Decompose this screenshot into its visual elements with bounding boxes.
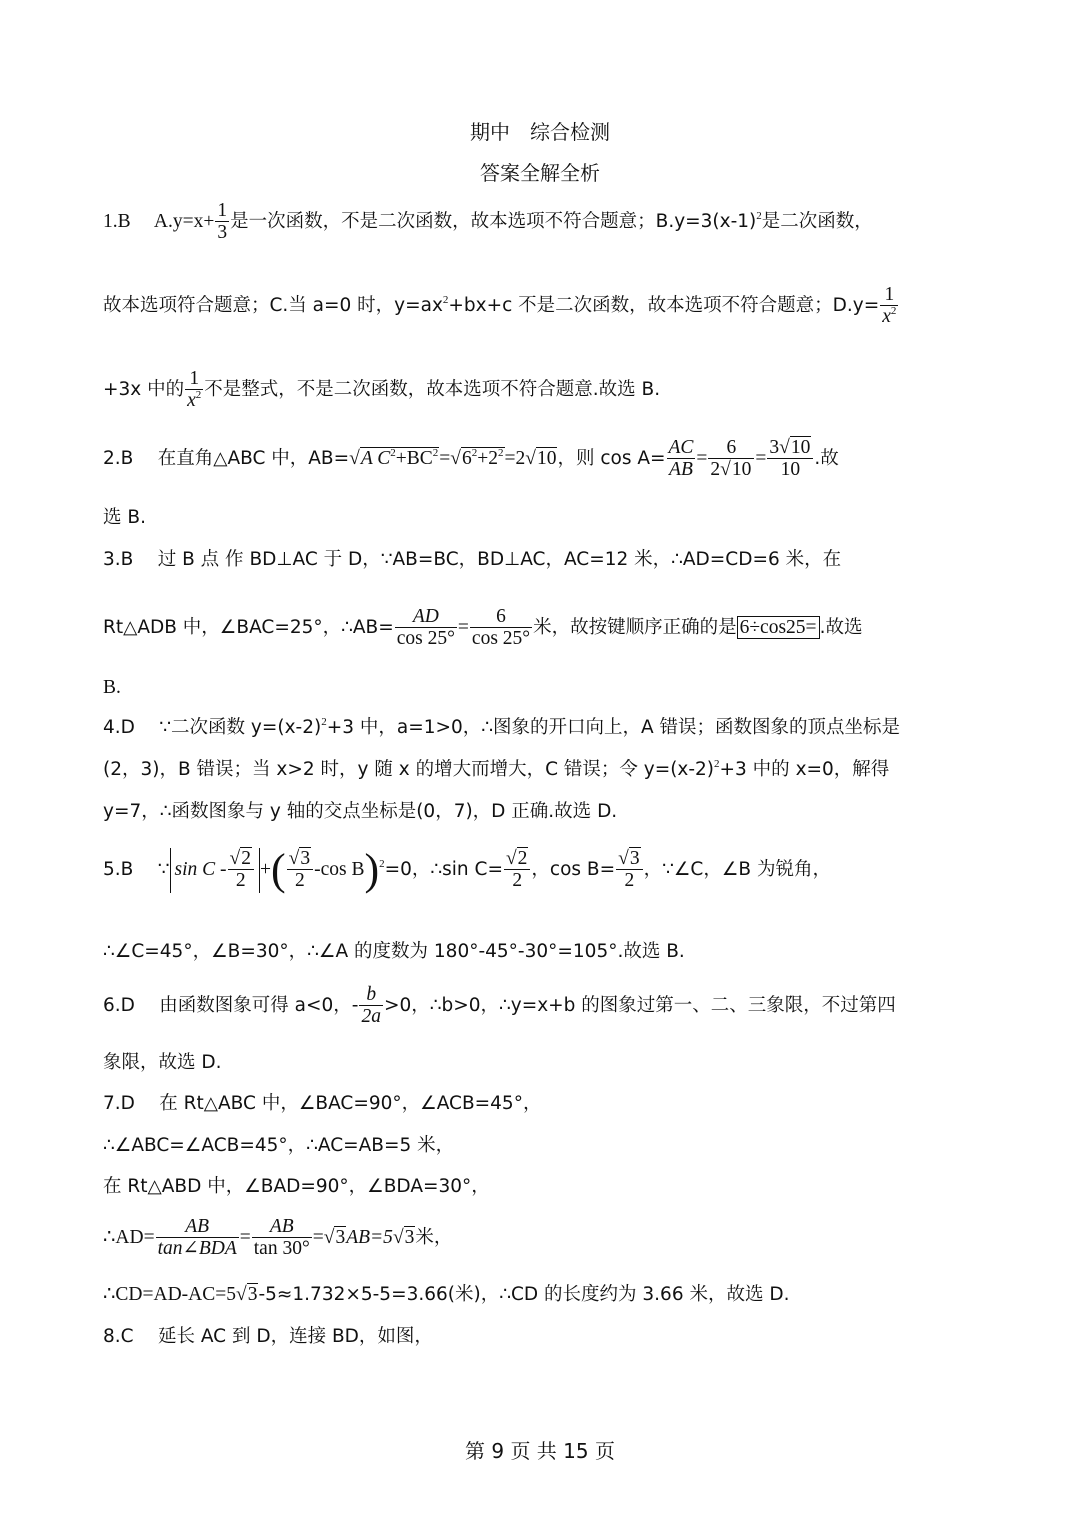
q1-line3: +3x 中的 $\frac{1}{x^2}$ 不是整式，不是二次函数，故本选项不符合题意.故选 B. [103,368,661,412]
fraction-ac-ab: $\frac{AC}{AB}$ [668,437,694,481]
radical-ac-bc: A $C^2+BC^2$ [360,446,439,469]
q4-line2: (2，3)，B 错误；当 x>2 时，y 随 x 的增大而增大，C 错误；令 $y=(x-2)^2+3$ 中的 x=0，解得 [103,758,890,780]
key-sequence-box: 6÷cos25= [737,616,820,639]
q3-line3: B. [103,677,121,698]
fraction-3sqrt10-over-10: $\frac{3√10}{10}$ [767,437,813,482]
fraction-sqrt3-over-2: $\frac{√3}{2}$ [616,848,642,893]
q5-line1: 5.B ∵ sin C - $\frac{√2}{2}$ +( $\frac{√3}{2}$ -cos B)$^2$=0，∴sin C= $\frac{√2}{2}$ ，cos B= $\frac{√3}{2}$ ，∵∠C，∠B 为锐角， [103,845,832,895]
q2-line1: 2.B 在直角△ABC 中，AB=√A $C^2+BC^2=√6^2+2^2=2√10$，则 cos A= $\frac{AC}{AB}$ = $\frac{6}{2√10}$ = $\frac{3√10}{10}$ .故 [103,437,839,481]
fraction-ad-cos25: $\frac{AD}{\cos 25^\circ}$ [396,606,455,650]
fraction-ab-tan-bda: $\frac{AB}{\text{tan∠BDA}}$ [157,1216,237,1260]
fraction-6-over-2sqrt10: $\frac{6}{2√10}$ [708,437,754,482]
absolute-value: sin C - $\frac{√2}{2}$ [170,848,260,893]
q1-line2: 故本选项符合题意；C.当 a=0 时，$y=ax^2+bx+c$ 不是二次函数，故本选项不符合题意；D.y= $\frac{1}{x^2}$ [103,284,897,328]
page-title: 期中 综合检测 [470,120,610,144]
q7-line5: ∴CD=AD-AC=5√3-5≈1.732×5-5=3.66(米)，∴CD 的长度约为 3.66 米，故选 D. [103,1284,790,1305]
page-subtitle: 答案全解全析 [480,161,600,185]
q6-line1: 6.D 由函数图象可得 a<0，- $\frac{b}{2a}$ >0，∴b>0，∴y=x+b 的图象过第一、二、三象限，不过第四 [103,984,896,1028]
q3-line2: Rt△ADB 中，∠BAC=25°，∴AB= $\frac{AD}{\cos 25^\circ}$ = $\frac{6}{\cos 25^\circ}$ 米，故按键顺序正确的是 6÷cos25= .故选 [103,606,863,650]
fraction-sqrt2-over-2: $\frac{√2}{2}$ [504,848,530,893]
q7-line4: ∴AD= $\frac{AB}{\text{tan∠BDA}}$ = $\frac{AB}{\tan 30^\circ}$ =√3AB=5√3米， [103,1216,453,1260]
fraction-b-over-2a: $\frac{b}{2a}$ [361,984,381,1028]
fraction-6-cos25: $\frac{6}{\cos 25^\circ}$ [471,606,531,650]
q2-line2: 选 B. [103,507,146,528]
q1-line1: 1.B A.y=x+ $\frac{1}{3}$ 是一次函数，不是二次函数，故本选项不符合题意；$B.y=3(x-1)^2$是二次函数， [103,200,873,244]
q4-line3: y=7，∴函数图象与 y 轴的交点坐标是(0，7)，D 正确.故选 D. [103,801,618,822]
q3-line1: 3.B 过 B 点 作 BD⊥AC 于 D，∵AB=BC，BD⊥AC，AC=12 米，∴AD=CD=6 米，在 [103,549,842,570]
page-footer: 第 9 页 共 15 页 [465,1439,615,1463]
q5-line2: ∴∠C=45°，∠B=30°，∴∠A 的度数为 180°-45°-30°=105°.故选 B. [103,941,685,962]
q7-line2: ∴∠ABC=∠ACB=45°，∴AC=AB=5 米， [103,1135,455,1156]
fraction-one-over-x2-b: $\frac{1}{x^2}$ [187,368,202,412]
fraction-one-over-x2: $\frac{1}{x^2}$ [882,284,897,328]
q6-line2: 象限，故选 D. [103,1052,222,1073]
fraction-one-third: $\frac{1}{3}$ [217,200,228,244]
q8-line1: 8.C 延长 AC 到 D，连接 BD，如图， [103,1326,433,1347]
fraction-ab-tan30: $\frac{AB}{\tan 30^\circ}$ [253,1216,310,1260]
q7-line3: 在 Rt△ABD 中，∠BAD=90°，∠BDA=30°， [103,1176,490,1197]
q4-line1: 4.D ∵二次函数 $y=(x-2)^2+3$ 中，a=1>0，∴图象的开口向上，A 错误；函数图象的顶点坐标是 [103,716,901,738]
q7-line1: 7.D 在 Rt△ABC 中，∠BAC=90°，∠ACB=45°， [103,1093,542,1114]
